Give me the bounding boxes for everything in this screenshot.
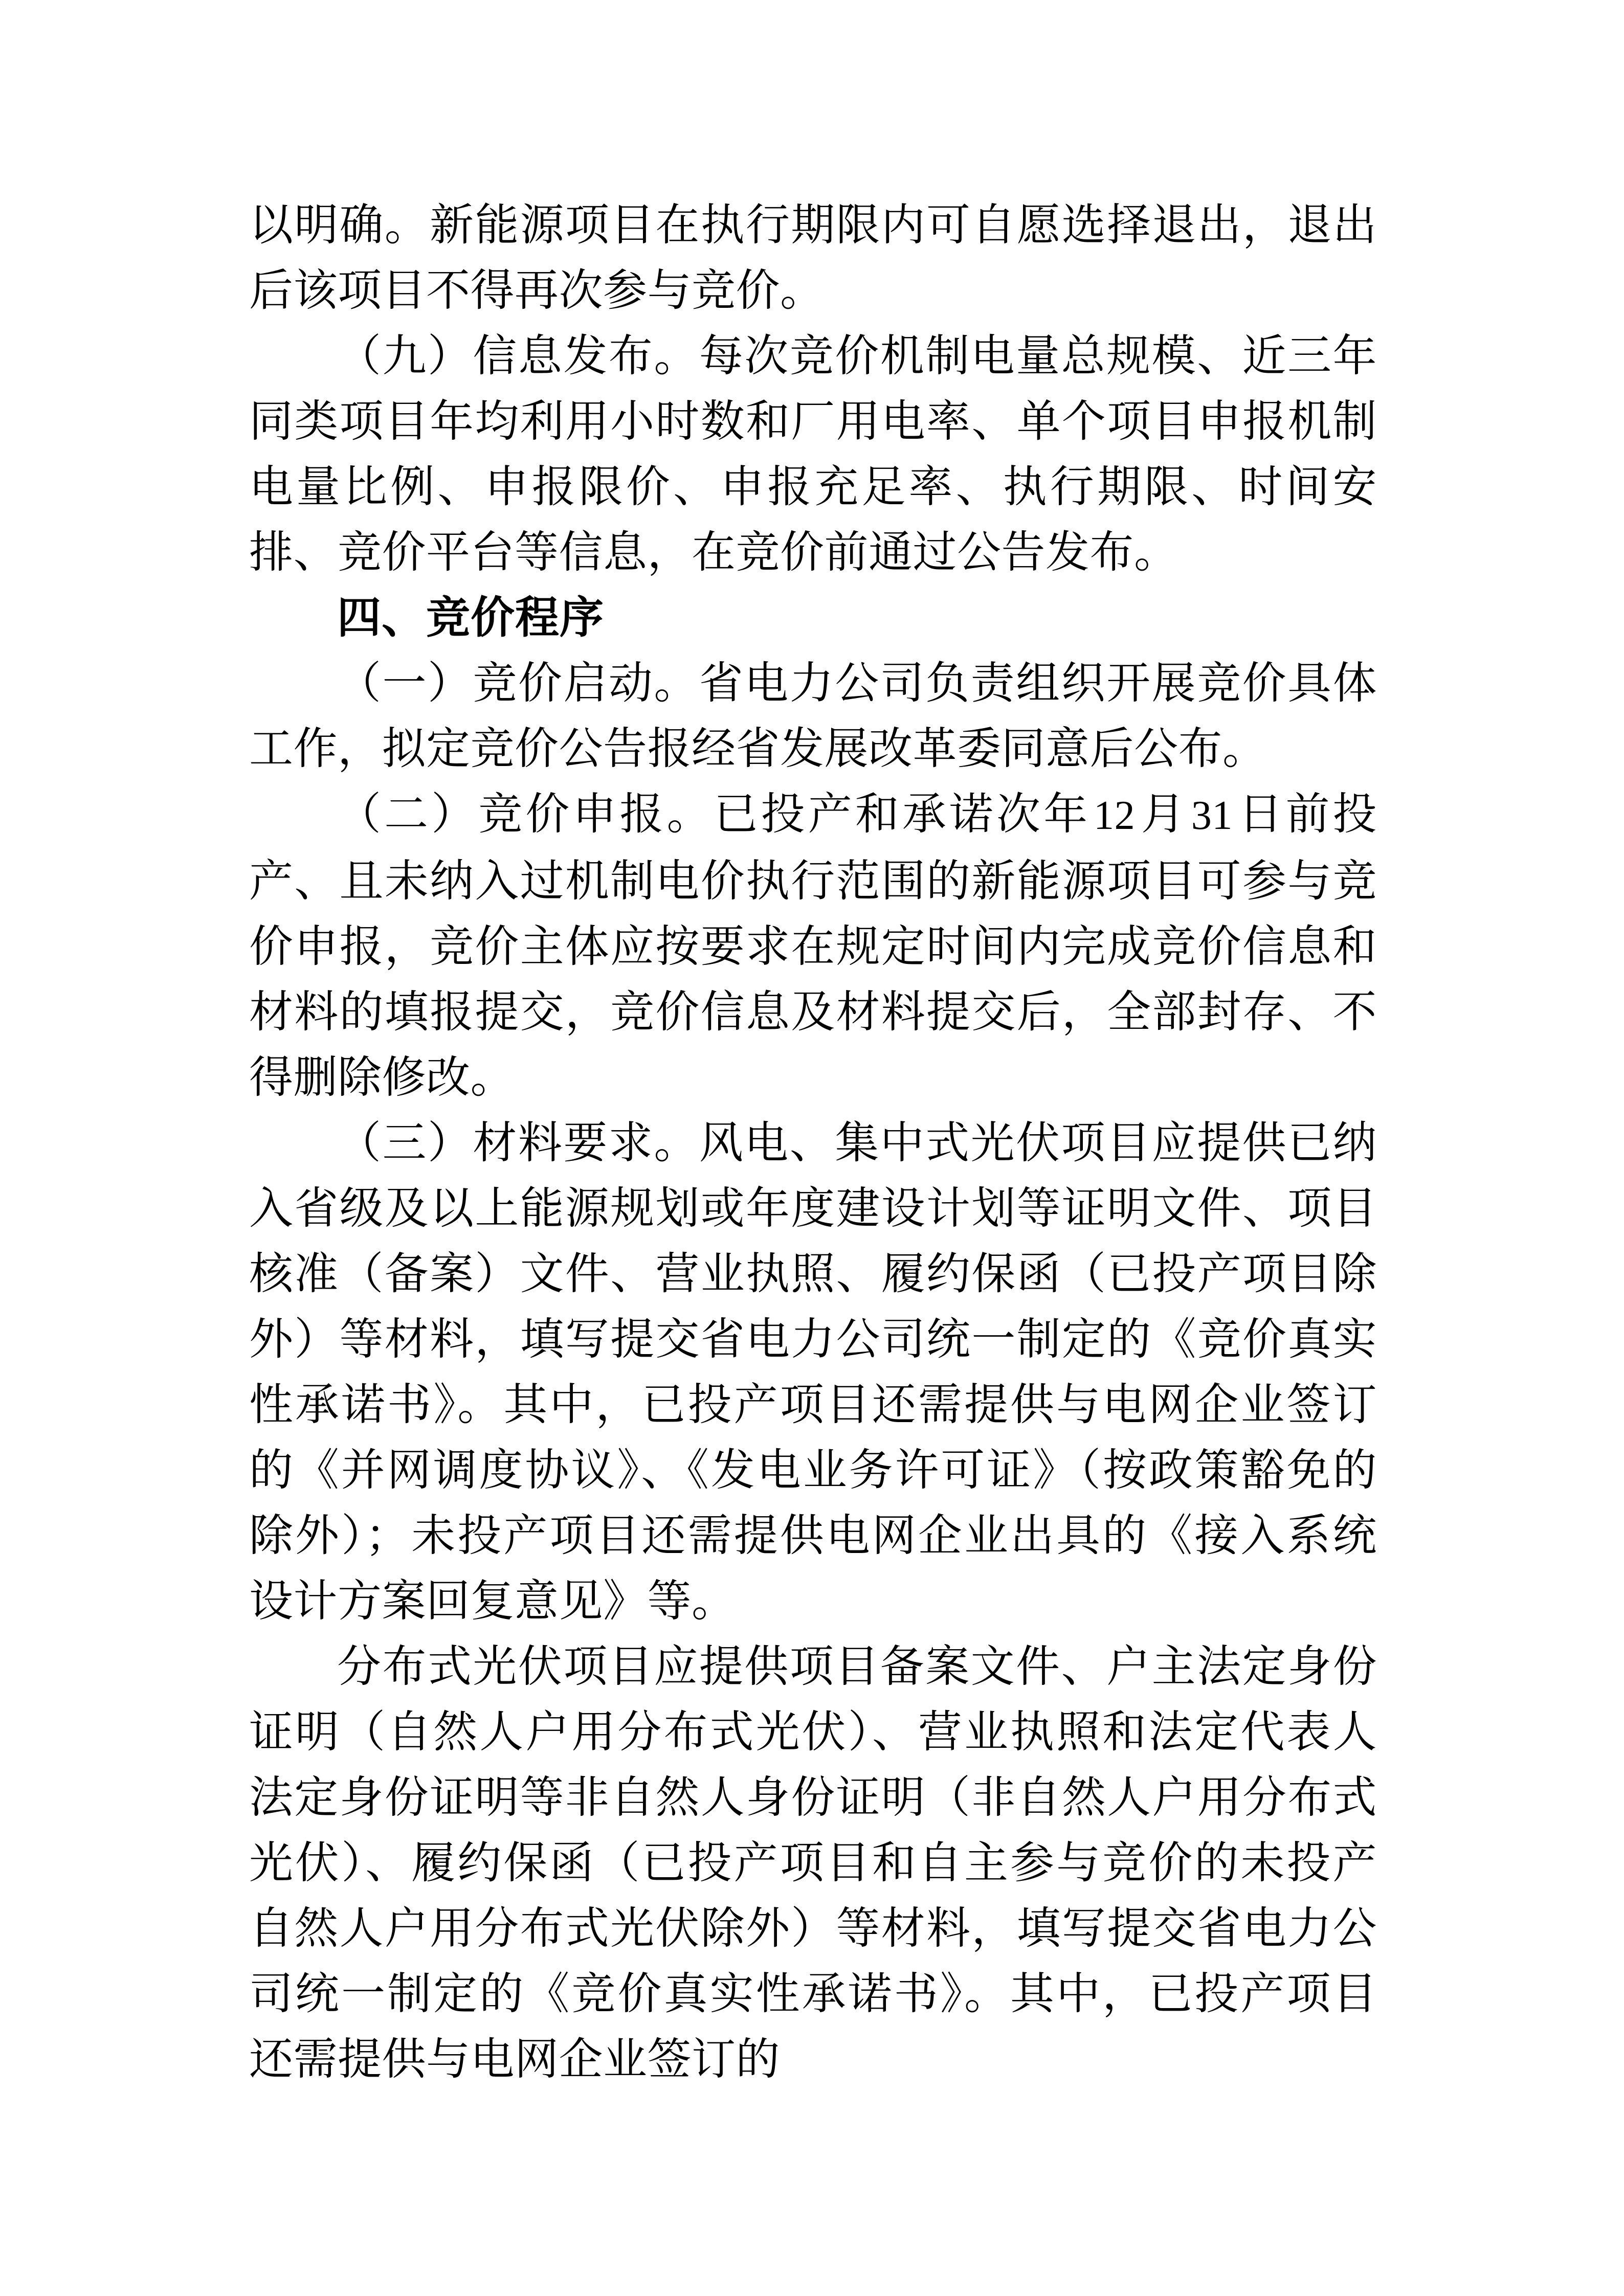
paragraph-item-two-bidding-declaration: [249, 781, 1377, 1110]
numeral-day: 31: [1191, 793, 1233, 838]
document-body-column: [249, 192, 1377, 2092]
paragraph-item-one-bidding-start: （一）竞价启动。省电力公司负责组织开展竞价具体工作，拟定竞价公告报经省发展改革委同意后公布。: [249, 659, 1377, 773]
text-run-cjk-c: 日前投产、且未纳入过机制电价执行范围的新能源项目可参与竞价申报，竞价主体应按要求在规定时间内完成竞价信息和材料的填报提交，竞价信息及材料提交后，全部封存、不得删除修改。: [249, 790, 1377, 1102]
text-run-cjk-b: 月: [1138, 790, 1188, 839]
paragraph-item-three-material-requirements: （三）材料要求。风电、集中式光伏项目应提供已纳入省级及以上能源规划或年度建设计划等证明文件、项目核准（备案）文件、营业执照、履约保函（已投产项目除外）等材料，填写提交省电力公司统一制定的《竞价真实性承诺书》。其中，已投产项目还需提供与电网企业签订的《并网调度协议》、《发电业务许可证》（按政策豁免的除外）；未投产项目还需提供电网企业出具的《接入系统设计方案回复意见》等。: [249, 1118, 1377, 1626]
paragraph-item-nine-info-release: （九）信息发布。每次竞价机制电量总规模、近三年同类项目年均利用小时数和厂用电率、单个项目申报机制电量比例、申报限价、申报充足率、执行期限、时间安排、竞价平台等信息，在竞价前通过公告发布。: [249, 331, 1377, 577]
paragraph-continued-exit: 以明确。新能源项目在执行期限内可自愿选择退出，退出后该项目不得再次参与竞价。: [249, 200, 1377, 315]
section-heading-bidding-procedure: 四、竞价程序: [337, 593, 604, 642]
numeral-month: 12: [1094, 793, 1136, 838]
text-run-cjk-a: （二）竞价申报。已投产和承诺次年: [337, 790, 1091, 839]
paragraph-distributed-pv-material-requirements: 分布式光伏项目应提供项目备案文件、户主法定身份证明（自然人户用分布式光伏）、营业执照和法定代表人法定身份证明等非自然人身份证明（非自然人户用分布式光伏）、履约保函（已投产项目和自主参与竞价的未投产自然人户用分布式光伏除外）等材料，填写提交省电力公司统一制定的《竞价真实性承诺书》。其中，已投产项目还需提供与电网企业签订的: [249, 1642, 1377, 2084]
